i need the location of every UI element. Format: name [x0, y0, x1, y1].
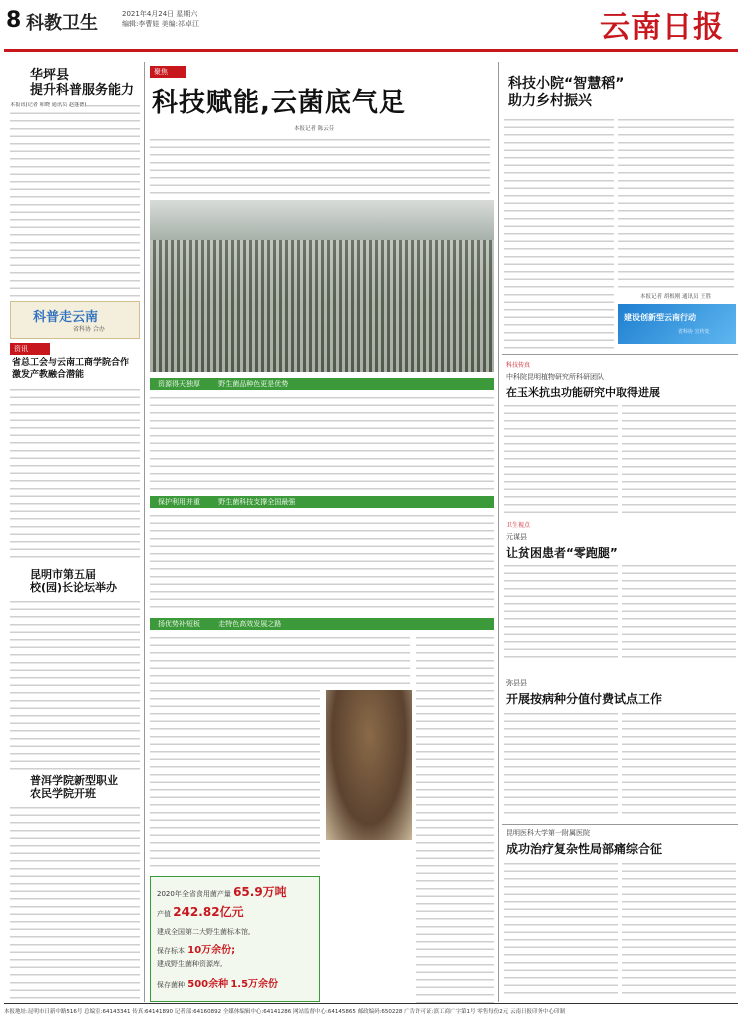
r1-title: 科技小院“智慧稻” 助力乡村振兴: [508, 76, 625, 109]
a5-body: [10, 804, 140, 1000]
feature-title: 科技赋能,云菌底气足: [152, 88, 406, 118]
r2-title: 在玉米抗虫功能研究中取得进展: [506, 386, 660, 399]
subhead-3: [150, 618, 494, 630]
r1-body-b: [618, 116, 734, 288]
footer-info: 本报地址:昆明市日新中路516号 总编室:64143341 传真:64141890 记者部:64160892 全媒体编辑中心:64141286 网站监督中心:64145865 邮政编码:650228 广告许可证:滇工商广字第1号 零售每份2元 云南日报印务中心印制: [4, 1009, 566, 1015]
section2-body: [150, 512, 494, 614]
a1-title: 华坪县 提升科普服务能力: [30, 68, 135, 98]
r3-body-a: [504, 562, 618, 662]
stat6-value-b: 1.5万余份: [230, 979, 279, 990]
r5-body-b: [622, 860, 736, 1000]
r3-title: 让贫困患者“零跑腿”: [506, 546, 618, 560]
header-meta: [122, 9, 242, 29]
stat6-value: 500余种: [187, 979, 229, 990]
section-title: 科教卫生: [26, 13, 98, 34]
section3-body-right: [416, 634, 494, 1006]
r1-byline: 本报记者 胡根刚 通讯员 王胜: [640, 294, 712, 300]
stat5: 建成野生菌种资源库,: [157, 960, 223, 968]
section1-body: [150, 394, 494, 492]
r2-org: 中科院昆明植物研究所科研团队: [506, 373, 604, 381]
subhead-2-b: 野生菌科技支撑全国最强: [218, 498, 296, 506]
footer-rule: [4, 1003, 738, 1004]
banner-sub: 省科协 合办: [73, 326, 105, 333]
divider-col2: [498, 62, 499, 1002]
subhead-2-a: 保护利用并重: [158, 498, 200, 506]
issue-date: 2021年4月24日 星期六: [122, 10, 198, 18]
editors: 编辑:李曹娃 美编:祁卓江: [122, 20, 199, 28]
stat1: [157, 883, 287, 900]
r5-title: 成功治疗复杂性局部痛综合征: [506, 842, 663, 856]
r5-org: 昆明医科大学第一附属医院: [506, 829, 590, 837]
a4-title: 昆明市第五届 校(园)长论坛举办: [30, 568, 118, 594]
science-banner: [10, 301, 140, 339]
r3-body-b: [622, 562, 736, 662]
stat2-label: 产值: [157, 910, 171, 918]
stat1-value: 65.9万吨: [233, 885, 287, 899]
innovation-banner-sub: 省科协 宣传处: [678, 329, 710, 335]
innovation-banner: [618, 304, 736, 344]
page-header: [0, 0, 742, 56]
subhead-2: [150, 496, 494, 508]
feature-kicker: 聚焦: [150, 66, 186, 78]
news-kicker: 资讯: [10, 343, 50, 355]
subhead-1: [150, 378, 494, 390]
r4-title: 开展按病种分值付费试点工作: [506, 692, 663, 706]
stat3: 建成全国第二大野生菌标本馆,: [157, 928, 251, 936]
r3-kicker: 卫生视点: [506, 522, 531, 529]
header-rule: [4, 49, 738, 52]
newspaper-logo: 云南日报: [600, 10, 724, 45]
r5-body-a: [504, 860, 618, 1000]
feature-byline: 本报记者 陈云芬: [294, 126, 335, 132]
r2-kicker: 科技传真: [506, 362, 531, 369]
a4-body: [10, 598, 140, 770]
innovation-banner-title: 建设创新型云南行动: [624, 313, 696, 322]
divider-col1: [144, 62, 145, 1002]
section3-body-mid: [320, 634, 410, 684]
morel-mushroom-photo: [326, 690, 412, 840]
subhead-1-b: 野生菌品种色更是优势: [218, 380, 289, 388]
a3-title: 省总工会与云南工商学院合作 激发产教融合潜能: [12, 358, 130, 380]
subhead-3-b: 走特色高效发展之路: [218, 620, 282, 628]
subhead-1-a: 资源得天独厚: [158, 380, 200, 388]
stat4-value: 10万余份;: [187, 945, 236, 956]
subhead-3-a: 扬优势补短板: [158, 620, 200, 628]
r4-body-b: [622, 710, 736, 818]
stats-box: [150, 876, 320, 1002]
a1-body: [10, 102, 140, 298]
a3-body: [10, 386, 140, 564]
divider-r1: [502, 354, 738, 355]
feature-intro: [150, 136, 490, 194]
r1-body-a: [504, 116, 614, 352]
divider-r4: [502, 824, 738, 825]
banner-title: 科普走云南: [33, 310, 99, 325]
stat4-label: 保存标本: [157, 947, 185, 955]
stat6-label: 保存菌种: [157, 981, 185, 989]
section3-body-left: [150, 634, 320, 872]
a5-title: 普洱学院新型职业 农民学院开班: [30, 774, 118, 800]
a1-dateline: 本报讯(记者 和晓 通讯员 赵蓬德): [10, 102, 87, 108]
r2-body-a: [504, 402, 618, 514]
page-number: 8: [6, 8, 22, 33]
stat1-label: 2020年全省食用菌产量: [157, 890, 231, 898]
stat2: [157, 903, 244, 920]
mushroom-farm-photo: [150, 200, 494, 372]
stat2-value: 242.82亿元: [173, 905, 244, 919]
r3-org: 元谋县: [506, 533, 527, 541]
r2-body-b: [622, 402, 736, 514]
r4-body-a: [504, 710, 618, 818]
stat6: [157, 975, 278, 990]
stat4: [157, 941, 235, 956]
r4-org: 弥县县: [506, 679, 527, 687]
